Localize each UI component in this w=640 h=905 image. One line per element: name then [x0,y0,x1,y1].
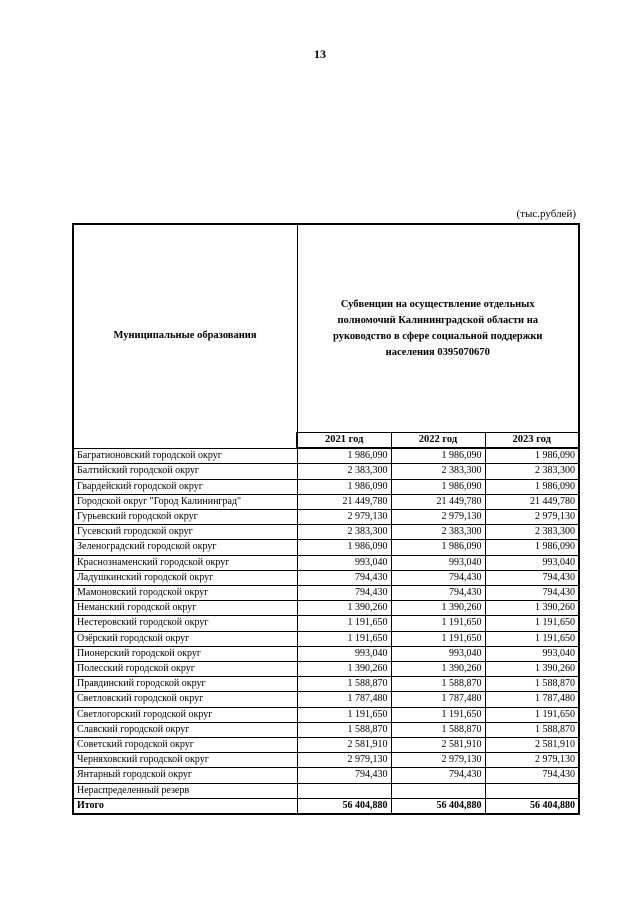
row-value-2021: 1 390,260 [297,662,391,677]
row-municipality-name: Городской округ "Город Калининград" [73,494,297,509]
row-value-2021 [297,783,391,798]
row-municipality-name: Нераспределенный резерв [73,783,297,798]
row-value-2021: 2 383,300 [297,525,391,540]
row-value-2021: 794,430 [297,570,391,585]
header-year-2023: 2023 год [485,433,579,449]
row-value-2022: 1 588,870 [391,722,485,737]
total-label: Итого [73,798,297,814]
row-value-2021: 1 191,650 [297,707,391,722]
row-value-2022: 1 191,650 [391,631,485,646]
table-row [73,601,579,616]
row-value-2021: 1 390,260 [297,601,391,616]
row-value-2022: 794,430 [391,570,485,585]
row-value-2022: 1 986,090 [391,479,485,494]
table-row [73,586,579,601]
table-row [73,722,579,737]
table-row [73,707,579,722]
row-value-2022: 1 390,260 [391,662,485,677]
row-value-2021: 1 588,870 [297,722,391,737]
table-row [73,510,579,525]
table-row [73,677,579,692]
row-municipality-name: Гвардейский городской округ [73,479,297,494]
table-row [73,555,579,570]
row-value-2021: 794,430 [297,586,391,601]
row-value-2023: 1 787,480 [485,692,579,707]
row-value-2022: 1 986,090 [391,448,485,464]
row-value-2023: 993,040 [485,646,579,661]
row-value-2022: 993,040 [391,555,485,570]
row-value-2021: 794,430 [297,768,391,783]
row-value-2021: 2 581,910 [297,738,391,753]
row-value-2022: 1 191,650 [391,707,485,722]
row-value-2022: 993,040 [391,646,485,661]
row-value-2022: 2 581,910 [391,738,485,753]
row-value-2023: 2 383,300 [485,525,579,540]
row-municipality-name: Советский городской округ [73,738,297,753]
row-value-2023: 1 986,090 [485,479,579,494]
table-row [73,479,579,494]
row-value-2021: 993,040 [297,646,391,661]
row-value-2021: 1 986,090 [297,479,391,494]
table-row [73,570,579,585]
row-value-2022: 1 588,870 [391,677,485,692]
row-value-2023: 1 588,870 [485,722,579,737]
row-municipality-name: Славский городской округ [73,722,297,737]
row-municipality-name: Зеленоградский городской округ [73,540,297,555]
header-subvention: Субвенции на осуществление отдельных полномочий Калининградской области на руководство в сфере социальной поддержки населения 0395070670 [297,224,579,433]
row-municipality-name: Гусевский городской округ [73,525,297,540]
row-municipality-name: Мамоновский городской округ [73,586,297,601]
row-municipality-name: Гурьевский городской округ [73,510,297,525]
row-value-2022: 2 979,130 [391,510,485,525]
row-municipality-name: Правдинский городской округ [73,677,297,692]
row-value-2023: 1 191,650 [485,616,579,631]
row-value-2022: 794,430 [391,768,485,783]
table-row [73,692,579,707]
row-value-2023: 993,040 [485,555,579,570]
row-value-2021: 21 449,780 [297,494,391,509]
row-value-2021: 1 787,480 [297,692,391,707]
table-row [73,738,579,753]
table-row [73,464,579,479]
row-municipality-name: Балтийский городской округ [73,464,297,479]
row-value-2023: 1 390,260 [485,601,579,616]
table-row [73,616,579,631]
table-row [73,753,579,768]
row-value-2022: 1 191,650 [391,616,485,631]
row-municipality-name: Светлогорский городской округ [73,707,297,722]
total-value-2023: 56 404,880 [485,798,579,814]
row-value-2023 [485,783,579,798]
total-value-2021: 56 404,880 [297,798,391,814]
table-row [73,448,579,464]
row-municipality-name: Полесский городской округ [73,662,297,677]
page-number: 13 [314,47,326,61]
row-value-2023: 2 383,300 [485,464,579,479]
row-value-2023: 1 588,870 [485,677,579,692]
row-value-2022: 1 787,480 [391,692,485,707]
row-value-2021: 2 979,130 [297,753,391,768]
row-municipality-name: Краснознаменский городской округ [73,555,297,570]
row-value-2021: 1 191,650 [297,616,391,631]
table-row [73,646,579,661]
units-label: (тыс.рублей) [516,208,576,220]
subvention-table [72,223,580,815]
table-row [73,494,579,509]
row-municipality-name: Неманский городской округ [73,601,297,616]
row-value-2023: 1 986,090 [485,448,579,464]
row-municipality-name: Черняховский городской округ [73,753,297,768]
table-row [73,768,579,783]
row-value-2021: 2 383,300 [297,464,391,479]
total-row [73,798,579,814]
row-value-2023: 794,430 [485,586,579,601]
table-row [73,662,579,677]
row-value-2021: 993,040 [297,555,391,570]
row-value-2021: 1 986,090 [297,540,391,555]
row-municipality-name: Светловский городской округ [73,692,297,707]
row-value-2021: 1 191,650 [297,631,391,646]
row-municipality-name: Озёрский городской округ [73,631,297,646]
row-value-2023: 2 581,910 [485,738,579,753]
row-value-2022: 21 449,780 [391,494,485,509]
row-value-2023: 1 986,090 [485,540,579,555]
row-value-2021: 2 979,130 [297,510,391,525]
row-value-2022 [391,783,485,798]
table-row [73,540,579,555]
row-value-2022: 1 986,090 [391,540,485,555]
row-value-2022: 2 383,300 [391,525,485,540]
row-value-2021: 1 986,090 [297,448,391,464]
table-row [73,631,579,646]
row-value-2023: 2 979,130 [485,753,579,768]
row-municipality-name: Ладушкинский городской округ [73,570,297,585]
row-value-2022: 794,430 [391,586,485,601]
row-value-2023: 1 390,260 [485,662,579,677]
row-municipality-name: Пионерский городской округ [73,646,297,661]
row-value-2022: 2 383,300 [391,464,485,479]
row-value-2023: 2 979,130 [485,510,579,525]
row-value-2023: 794,430 [485,570,579,585]
table-body [73,448,579,814]
total-value-2022: 56 404,880 [391,798,485,814]
table-row [73,783,579,798]
row-value-2023: 794,430 [485,768,579,783]
row-value-2022: 2 979,130 [391,753,485,768]
row-municipality-name: Багратионовский городской округ [73,448,297,464]
row-municipality-name: Нестеровский городской округ [73,616,297,631]
header-municipal: Муниципальные образования [73,224,297,448]
row-value-2021: 1 588,870 [297,677,391,692]
row-value-2023: 1 191,650 [485,631,579,646]
row-value-2023: 1 191,650 [485,707,579,722]
row-value-2022: 1 390,260 [391,601,485,616]
row-municipality-name: Янтарный городской округ [73,768,297,783]
header-year-2021: 2021 год [297,433,391,449]
header-year-2022: 2022 год [391,433,485,449]
row-value-2023: 21 449,780 [485,494,579,509]
table-row [73,525,579,540]
